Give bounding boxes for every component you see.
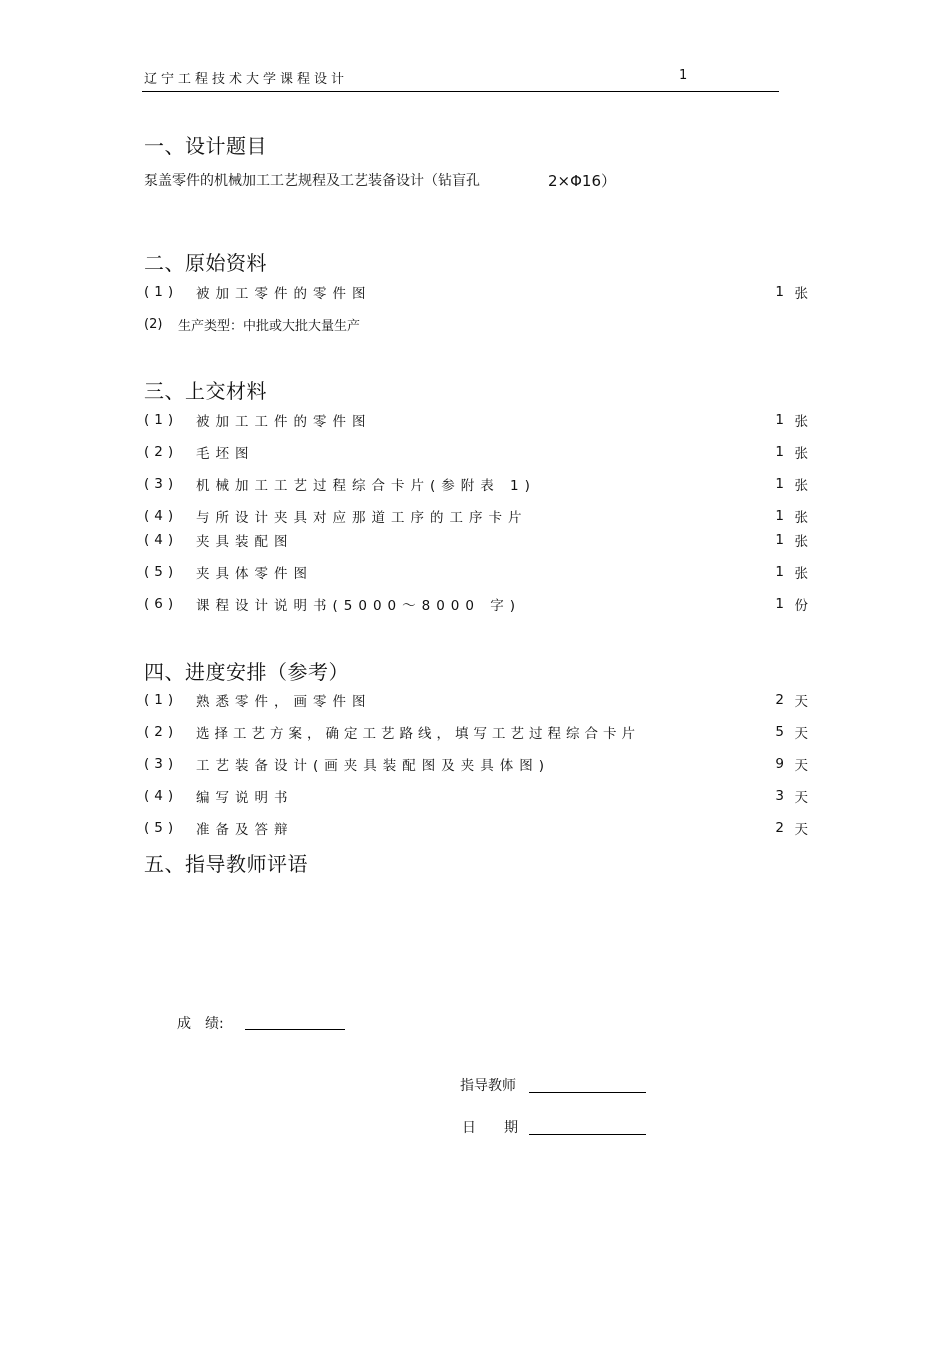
list-item (144, 506, 808, 526)
header-divider (142, 91, 779, 92)
item-unit: 张 (794, 478, 808, 494)
list-item (144, 722, 808, 742)
item-unit: 张 (794, 566, 808, 582)
date-label: 日 期 (462, 1120, 518, 1136)
item-text: 与所设计夹具对应那道工序的工序卡片 (196, 510, 528, 526)
item-text: 熟悉零件，画零件图 (196, 694, 372, 710)
section-heading-design-topic: 一、设计题目 (144, 134, 267, 158)
item-unit: 张 (794, 414, 808, 430)
item-number: (4) (144, 508, 179, 524)
item-quantity: 9 (775, 756, 784, 772)
item-text: 毛坯图 (196, 446, 255, 462)
item-unit: 份 (794, 598, 808, 614)
item-quantity: 1 (775, 284, 784, 300)
item-text: 编写说明书 (196, 790, 294, 806)
list-item (144, 562, 808, 582)
item-number: (1) (144, 412, 179, 428)
teacher-signature-line[interactable] (529, 1092, 646, 1093)
item-number: (5) (144, 564, 179, 580)
item-number: (4) (144, 788, 179, 804)
item-quantity: 3 (775, 788, 784, 804)
item-quantity: 1 (775, 476, 784, 492)
item-quantity: 1 (775, 444, 784, 460)
list-item (144, 818, 808, 838)
item-unit: 天 (794, 822, 808, 838)
item-text: 课程设计说明书(5000～8000 字) (196, 598, 522, 614)
list-item (144, 754, 808, 774)
item-unit: 张 (794, 286, 808, 302)
header-title: 辽宁工程技术大学课程设计 (144, 72, 349, 87)
date-field-line[interactable] (529, 1134, 646, 1135)
item-number: (2) (144, 724, 179, 740)
item-unit: 张 (794, 510, 808, 526)
item-number: (2) (144, 444, 179, 460)
item-number: (1) (144, 284, 179, 300)
item-number: (1) (144, 692, 179, 708)
grade-field-line[interactable] (245, 1029, 345, 1030)
item-text: 机械加工工艺过程综合卡片(参附表 1) (196, 478, 536, 494)
item-unit: 天 (794, 726, 808, 742)
list-item (144, 474, 808, 494)
item-number: (3) (144, 756, 179, 772)
list-item (144, 282, 808, 302)
item-number: (5) (144, 820, 179, 836)
item-text: 工艺装备设计(画夹具装配图及夹具体图) (196, 758, 551, 774)
item-text: 生产类型：中批或大批大量生产 (178, 318, 361, 334)
design-topic-text: 泵盖零件的机械加工工艺规程及工艺装备设计（钻盲孔 (144, 173, 480, 189)
item-text: 夹具装配图 (196, 534, 294, 550)
item-number: (2) (144, 316, 163, 332)
list-item (144, 594, 808, 614)
list-item (144, 690, 808, 710)
item-unit: 天 (794, 758, 808, 774)
item-quantity: 2 (775, 692, 784, 708)
design-topic-spec: 2×Φ16） (548, 172, 617, 190)
list-item (144, 314, 808, 334)
list-item (144, 530, 808, 550)
item-unit: 张 (794, 446, 808, 462)
grade-label: 成 绩: (177, 1016, 224, 1032)
list-item (144, 410, 808, 430)
item-quantity: 1 (775, 596, 784, 612)
item-unit: 天 (794, 694, 808, 710)
section-heading-submission-materials: 三、上交材料 (144, 379, 267, 403)
item-unit: 天 (794, 790, 808, 806)
item-text: 夹具体零件图 (196, 566, 313, 582)
item-text: 被加工工件的零件图 (196, 414, 372, 430)
item-number: (6) (144, 596, 179, 612)
list-item (144, 442, 808, 462)
section-heading-teacher-comments: 五、指导教师评语 (144, 852, 308, 876)
item-quantity: 2 (775, 820, 784, 836)
list-item (144, 786, 808, 806)
item-quantity: 1 (775, 508, 784, 524)
teacher-label: 指导教师 (460, 1078, 516, 1094)
item-number: (3) (144, 476, 179, 492)
page-number: 1 (679, 68, 688, 83)
item-text: 选择工艺方案，确定工艺路线，填写工艺过程综合卡片 (196, 726, 640, 742)
item-text: 被加工零件的零件图 (196, 286, 372, 302)
item-quantity: 1 (775, 412, 784, 428)
item-quantity: 1 (775, 564, 784, 580)
item-quantity: 1 (775, 532, 784, 548)
item-number: (4) (144, 532, 179, 548)
section-heading-schedule: 四、进度安排（参考） (144, 660, 349, 684)
item-text: 准备及答辩 (196, 822, 294, 838)
item-quantity: 5 (775, 724, 784, 740)
section-heading-original-materials: 二、原始资料 (144, 251, 267, 275)
item-unit: 张 (794, 534, 808, 550)
